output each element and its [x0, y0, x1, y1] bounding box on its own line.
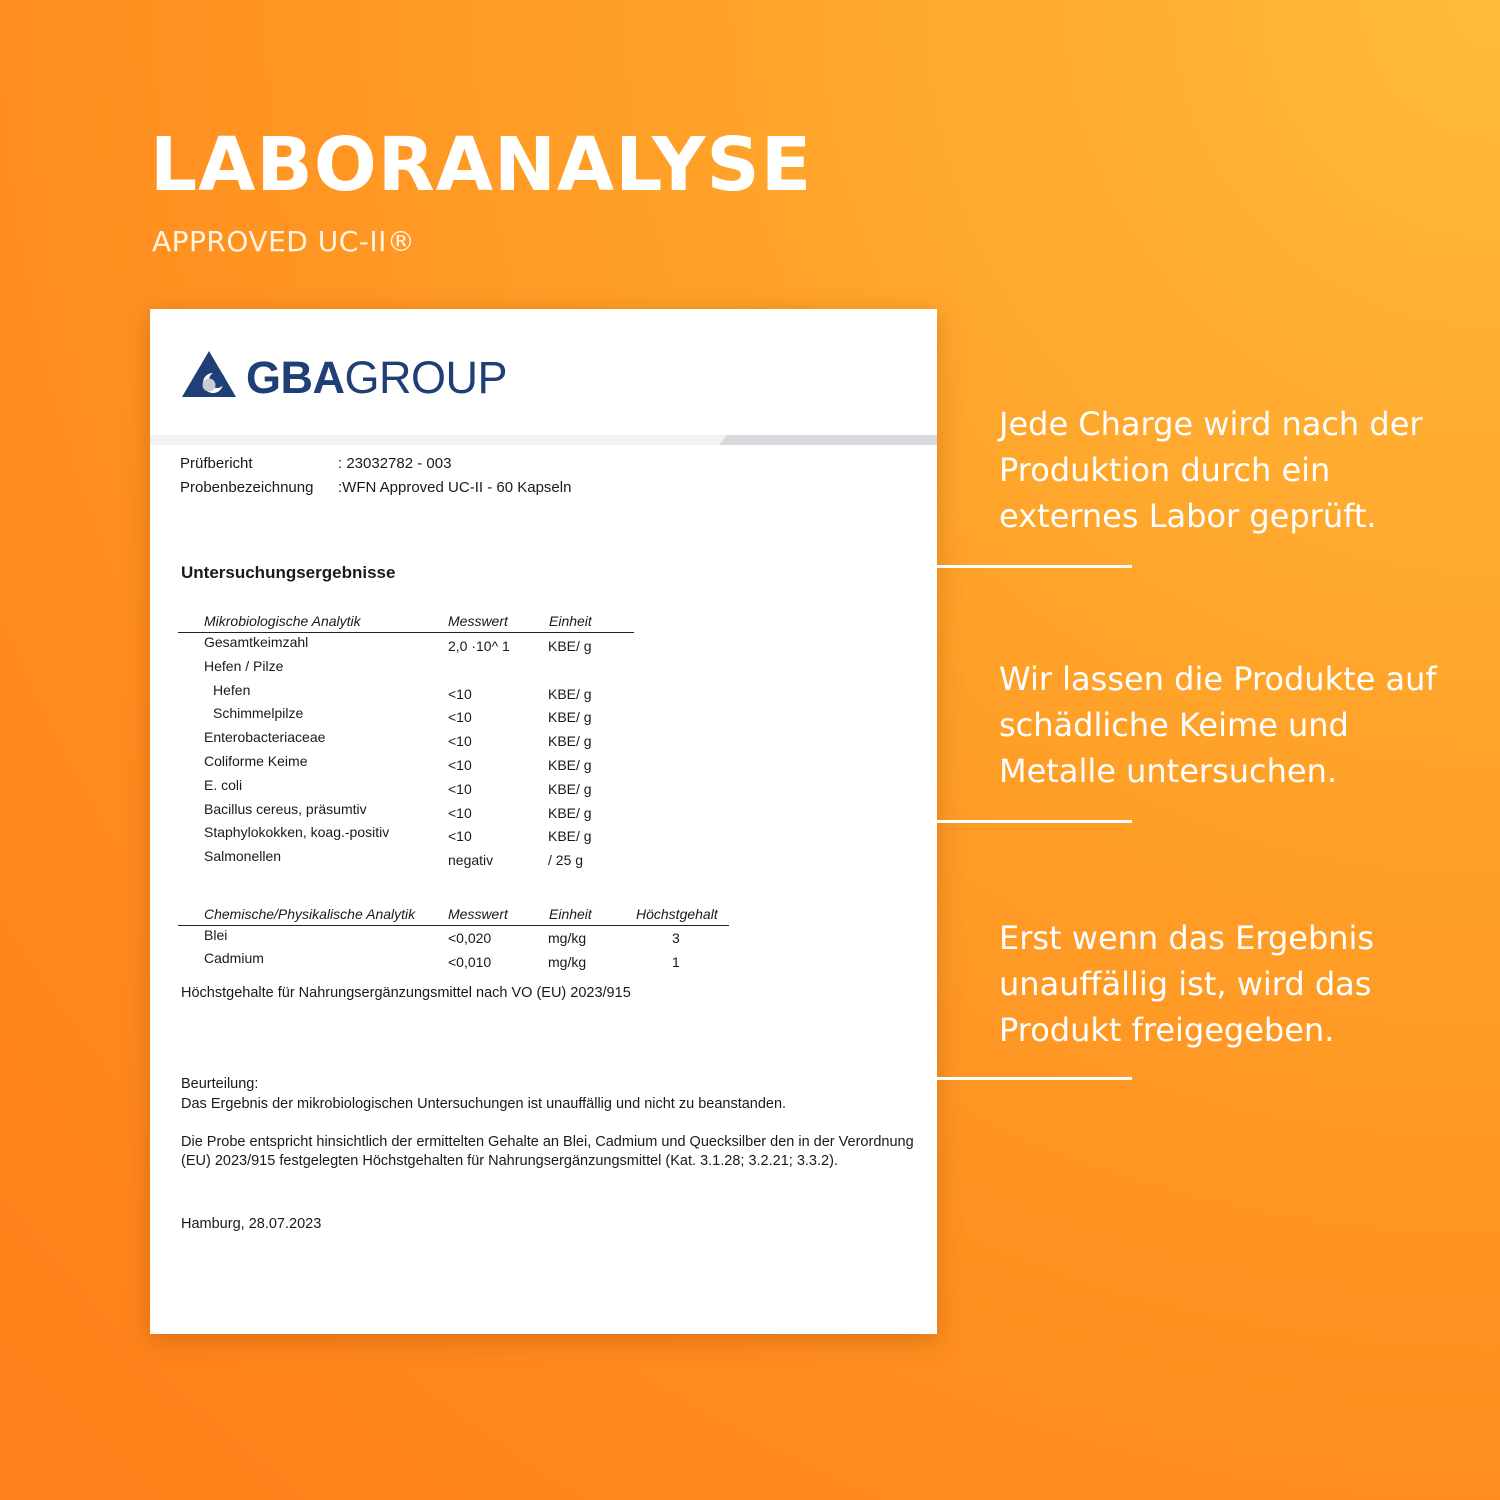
meta-label: Prüfbericht	[180, 455, 253, 472]
chem-row-value: <0,010	[448, 954, 492, 970]
micro-header-messwert: Messwert	[448, 613, 508, 629]
micro-header-analytik: Mikrobiologische Analytik	[204, 613, 361, 629]
chem-header-rule	[178, 925, 729, 926]
place-date: Hamburg, 28.07.2023	[181, 1216, 322, 1232]
micro-row-unit: KBE/ g	[548, 804, 592, 821]
chem-row-max: 3	[672, 930, 680, 946]
side-note-3: Erst wenn das Ergebnis unauffällig ist, wird das Produkt freigegeben.	[999, 919, 1375, 1049]
gba-triangle-icon	[180, 349, 238, 399]
micro-row-name: Enterobacteriaceae	[204, 729, 326, 746]
micro-row-unit: KBE/ g	[548, 638, 592, 654]
header-band-accent	[719, 435, 937, 445]
side-divider-2	[937, 820, 1132, 823]
logo-text-regular: GROUP	[344, 352, 508, 403]
micro-row-value: <10	[448, 780, 472, 797]
micro-row-unit: / 25 g	[548, 852, 584, 869]
chem-row-value: <0,020	[448, 930, 492, 946]
micro-row-unit: KBE/ g	[548, 828, 592, 845]
lab-report-document	[150, 309, 937, 1334]
micro-row-unit: KBE/ g	[548, 733, 592, 750]
chem-header-einheit: Einheit	[549, 906, 592, 922]
chem-header-hoechstgehalt: Höchstgehalt	[636, 906, 718, 922]
micro-row-name: Hefen	[213, 681, 251, 698]
micro-row-value: negativ	[448, 852, 494, 869]
assessment-label: Beurteilung:	[181, 1076, 259, 1092]
micro-row-value: <10	[448, 685, 472, 702]
logo-text-bold: GBA	[246, 352, 345, 403]
micro-row-name: Salmonellen	[204, 848, 282, 865]
gba-group-logo	[180, 349, 508, 403]
chem-row-unit: mg/kg	[548, 930, 587, 946]
micro-row-unit: KBE/ g	[548, 685, 592, 702]
side-divider-3	[937, 1077, 1132, 1080]
micro-row-name: Staphylokokken, koag.-positiv	[204, 824, 390, 841]
side-note-2: Wir lassen die Produkte auf schädliche Keime und Metalle untersuchen.	[999, 660, 1437, 790]
micro-row-unit: KBE/ g	[548, 709, 592, 726]
micro-row-name: Gesamtkeimzahl	[204, 634, 309, 650]
micro-row-value: <10	[448, 828, 472, 845]
micro-row-unit: KBE/ g	[548, 757, 592, 773]
chem-row-max: 1	[672, 954, 680, 970]
chem-header-analytik: Chemische/Physikalische Analytik	[204, 906, 416, 922]
page-title: LABORANALYSE	[150, 122, 813, 208]
micro-header-rule	[178, 632, 634, 633]
micro-row-name: Hefen / Pilze	[204, 657, 284, 674]
logo-wordmark	[246, 352, 508, 403]
page-subtitle: APPROVED UC-II®	[152, 225, 416, 258]
chem-row-name: Blei	[204, 927, 228, 943]
side-divider-1	[937, 565, 1132, 568]
chem-row-unit: mg/kg	[548, 954, 587, 970]
meta-label: Probenbezeichnung	[180, 479, 314, 496]
meta-value: : 23032782 - 003	[338, 455, 452, 472]
micro-row-value: <10	[448, 757, 472, 773]
micro-row-unit: KBE/ g	[548, 780, 592, 797]
micro-row-name: E. coli	[204, 776, 243, 793]
meta-value: :WFN Approved UC-II - 60 Kapseln	[338, 479, 572, 496]
chem-header-messwert: Messwert	[448, 906, 508, 922]
micro-row-name: Bacillus cereus, präsumtiv	[204, 800, 367, 817]
micro-row-name: Coliforme Keime	[204, 753, 308, 769]
micro-row-value: 2,0 ·10^ 1	[448, 638, 510, 654]
assessment-micro: Das Ergebnis der mikrobiologischen Untersuchungen ist unauffällig und nicht zu beanstanden.	[181, 1096, 787, 1112]
micro-row-value: <10	[448, 804, 472, 821]
side-note-1: Jede Charge wird nach der Produktion durch ein externes Labor geprüft.	[999, 405, 1423, 535]
micro-header-einheit: Einheit	[549, 613, 592, 629]
regulation-note: Höchstgehalte für Nahrungsergänzungsmittel nach VO (EU) 2023/915	[181, 985, 631, 1001]
chem-row-name: Cadmium	[204, 950, 264, 966]
micro-row-name: Schimmelpilze	[213, 705, 304, 722]
assessment-chem: Die Probe entspricht hinsichtlich der ermittelten Gehalte an Blei, Cadmium und Quecksilber den in der Verordnung (EU) 2023/915 festgelegten Höchstgehalten für Nahrungsergänzungsmittel (Kat. 3.1.28; 3.2.21; 3.3.2).	[181, 1134, 914, 1169]
micro-row-value: <10	[448, 709, 472, 726]
section-title: Untersuchungsergebnisse	[181, 563, 396, 582]
micro-row-value: <10	[448, 733, 472, 750]
